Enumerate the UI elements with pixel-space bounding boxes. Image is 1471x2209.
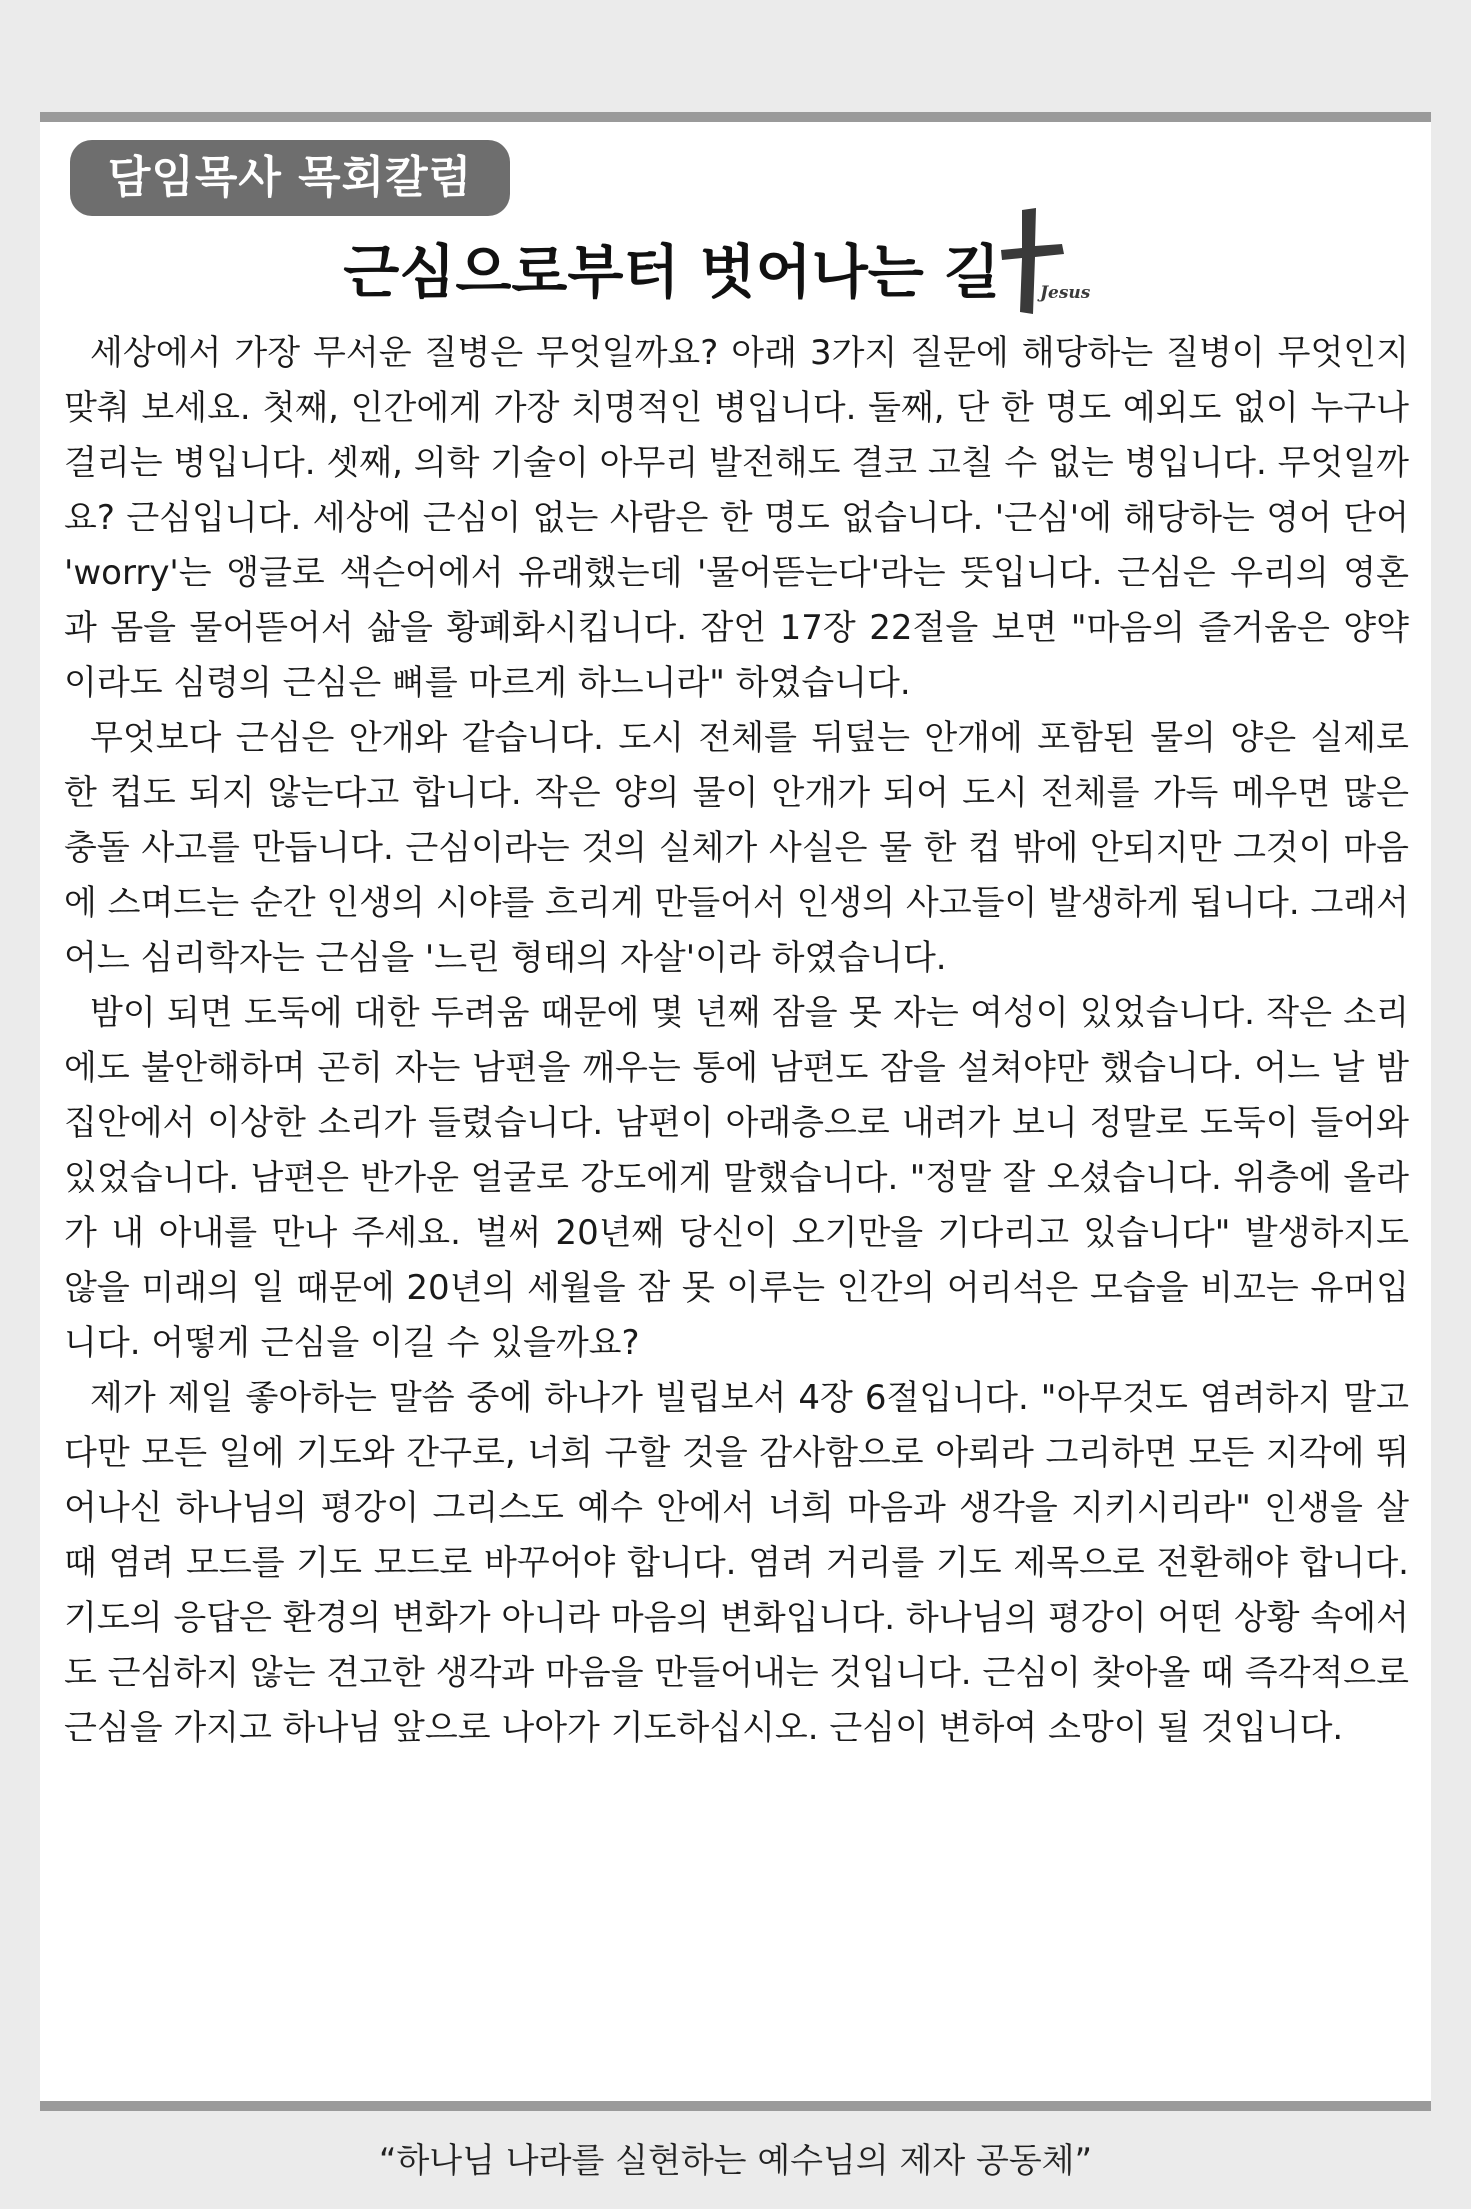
cross-icon: [1000, 206, 1100, 318]
paragraph: 밤이 되면 도둑에 대한 두려움 때문에 몇 년째 잠을 못 자는 여성이 있었습니다. 작은 소리에도 불안해하며 곤히 자는 남편을 깨우는 통에 남편도 잠을 설쳐야만 했습니다. 어느 날 밤 집안에서 이상한 소리가 들렸습니다. 남편이 아래층으로 내려가 보니 정말로 도둑이 들어와 있었습니다. 남편은 반가운 얼굴로 강도에게 말했습니다. "정말 잘 오셨습니다. 위층에 올라가 내 아내를 만나 주세요. 벌써 20년째 당신이 오기만을 기다리고 있습니다" 발생하지도 않을 미래의 일 때문에 20년의 세월을 잠 못 이루는 인간의 어리석은 모습을 비꼬는 유머입니다. 어떻게 근심을 이길 수 있을까요?: [64, 993, 1409, 1363]
paragraph: 제가 제일 좋아하는 말씀 중에 하나가 빌립보서 4장 6절입니다. "아무것도 염려하지 말고 다만 모든 일에 기도와 간구로, 너희 구할 것을 감사함으로 아뢰라 그리하면 모든 지각에 뛰어나신 하나님의 평강이 그리스도 예수 안에서 너희 마음과 생각을 지키시리라" 인생을 살 때 염려 모드를 기도 모드로 바꾸어야 합니다. 염려 거리를 기도 제목으로 전환해야 합니다. 기도의 응답은 환경의 변화가 아니라 마음의 변화입니다. 하나님의 평강이 어떤 상황 속에서도 근심하지 않는 견고한 생각과 마음을 만들어내는 것입니다. 근심이 찾아올 때 즉각적으로 근심을 가지고 하나님 앞으로 나아가 기도하십시오. 근심이 변하여 소망이 될 것입니다.: [64, 1378, 1409, 1748]
footer-motto: “하나님 나라를 실현하는 예수님의 제자 공동체”: [378, 2141, 1093, 2181]
article-body: [64, 326, 1409, 1756]
jesus-logo-text: Jesus: [1040, 283, 1091, 303]
section-badge: 담임목사 목회칼럼: [70, 140, 510, 216]
paragraph: 무엇보다 근심은 안개와 같습니다. 도시 전체를 뒤덮는 안개에 포함된 물의 양은 실제로 한 컵도 되지 않는다고 합니다. 작은 양의 물이 안개가 되어 도시 전체를 가득 메우면 많은 충돌 사고를 만듭니다. 근심이라는 것의 실체가 사실은 물 한 컵 밖에 안되지만 그것이 마음에 스며드는 순간 인생의 시야를 흐리게 만들어서 인생의 사고들이 발생하게 됩니다. 그래서 어느 심리학자는 근심을 '느린 형태의 자살'이라 하였습니다.: [64, 718, 1409, 978]
paragraph: 세상에서 가장 무서운 질병은 무엇일까요? 아래 3가지 질문에 해당하는 질병이 무엇인지 맞춰 보세요. 첫째, 인간에게 가장 치명적인 병입니다. 둘째, 단 한 명도 예외도 없이 누구나 걸리는 병입니다. 셋째, 의학 기술이 아무리 발전해도 결코 고칠 수 없는 병입니다. 무엇일까요? 근심입니다. 세상에 근심이 없는 사람은 한 명도 없습니다. '근심'에 해당하는 영어 단어 'worry'는 앵글로 색슨어에서 유래했는데 '물어뜯는다'라는 뜻입니다. 근심은 우리의 영혼과 몸을 물어뜯어서 삶을 황폐화시킵니다. 잠언 17장 22절을 보면 "마음의 즐거움은 양약이라도 심령의 근심은 뼈를 마르게 하느니라" 하였습니다.: [64, 333, 1409, 703]
article-title: 근심으로부터 벗어나는 길: [343, 238, 1000, 306]
top-rule: [40, 112, 1431, 122]
bottom-rule: [40, 2101, 1431, 2111]
